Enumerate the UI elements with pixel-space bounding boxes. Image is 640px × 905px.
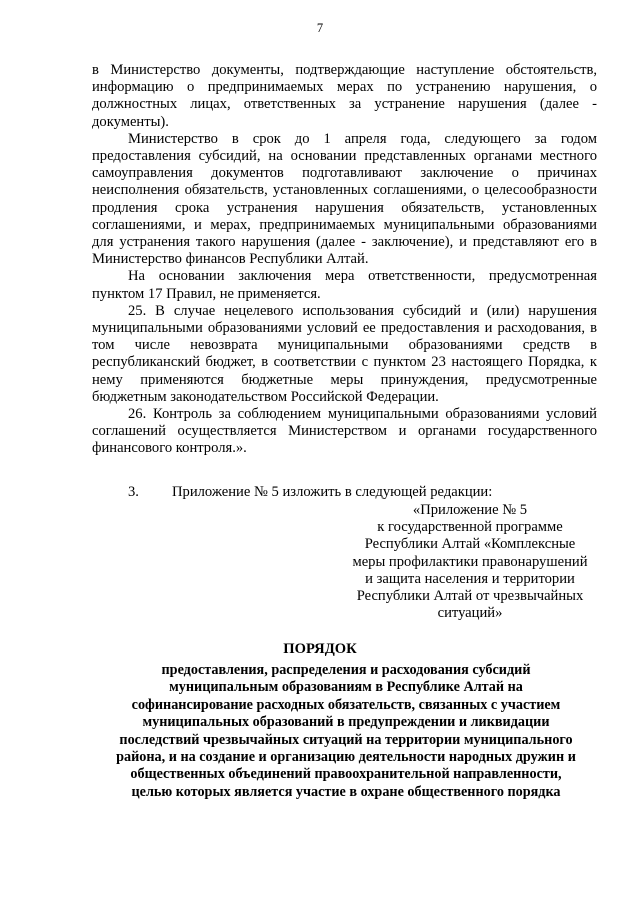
paragraph: 26. Контроль за соблюдением муниципальными образованиями условий соглашений осуществляется Министерством и органами государственного финансового контроля.». <box>92 406 597 457</box>
appendix-line: к государственной программе <box>377 519 563 536</box>
body-text <box>92 62 597 458</box>
paragraph: На основании заключения мера ответственности, предусмотренная пунктом 17 Правил, не применяется. <box>92 268 597 302</box>
subtitle-line: муниципальным образованиям в Республике Алтай на <box>169 679 523 696</box>
subtitle-line: последствий чрезвычайных ситуаций на территории муниципального <box>119 731 573 748</box>
subtitle-line: софинансирование расходных обязательств, связанных с участием <box>131 696 561 713</box>
paragraph: в Министерство документы, подтверждающие наступление обстоятельств, информацию о предпринимаемых мерах по устранению нарушения, о должностных лицах, ответственных за устранение нарушения (далее - документы). <box>92 62 597 130</box>
appendix-line: меры профилактики правонарушений <box>352 553 588 570</box>
appendix-line: «Приложение № 5 <box>412 502 528 518</box>
appendix-line: Республики Алтай от чрезвычайных <box>356 588 584 605</box>
subtitle-line: общественных объединений правоохранительной направленности, <box>130 766 562 783</box>
list-item-3 <box>128 484 608 501</box>
appendix-header <box>325 502 615 622</box>
paragraph: 25. В случае нецелевого использования субсидий и (или) нарушения муниципальными образованиями условий ее предоставления и расходования, в том числе невозврата муниципальными образованиями средств в республиканский бюджет, в соответствии с пунктом 23 настоящего Порядка, к нему применяются бюджетные меры принуждения, предусмотренные бюджетным законодательством Российской Федерации. <box>92 302 597 405</box>
document-title: ПОРЯДОК <box>283 641 357 657</box>
list-item-text: Приложение № 5 изложить в следующей редакции: <box>172 484 493 500</box>
appendix-line: ситуаций» <box>437 605 503 622</box>
subtitle-line: муниципальных образований в предупреждении и ликвидации <box>142 714 550 731</box>
appendix-line: и защита населения и территории <box>365 570 575 587</box>
subtitle-line: предоставления, распределения и расходования субсидий <box>161 662 531 678</box>
list-item-number: 3. <box>128 484 139 500</box>
subtitle-line: района, и на создание и организацию деятельности народных дружин и <box>116 749 576 766</box>
appendix-line: Республики Алтай «Комплексные <box>364 536 576 553</box>
paragraph: Министерство в срок до 1 апреля года, следующего за годом предоставления субсидий, на основании представленных органами местного самоуправления документов подготавливают заключение о причинах неисполнения обязательств, установленных соглашениями, о целесообразности продления срока устранения нарушения обязательств, установленных соглашениями, и мерах, предпринимаемых муниципальными образованиями для устранения такого нарушения (далее - заключение), и представляют его в Министерство финансов Республики Алтай. <box>92 130 597 268</box>
subtitle-line: целью которых является участие в охране общественного порядка <box>131 783 561 800</box>
document-subtitle <box>86 662 606 801</box>
page-number: 7 <box>316 21 324 35</box>
